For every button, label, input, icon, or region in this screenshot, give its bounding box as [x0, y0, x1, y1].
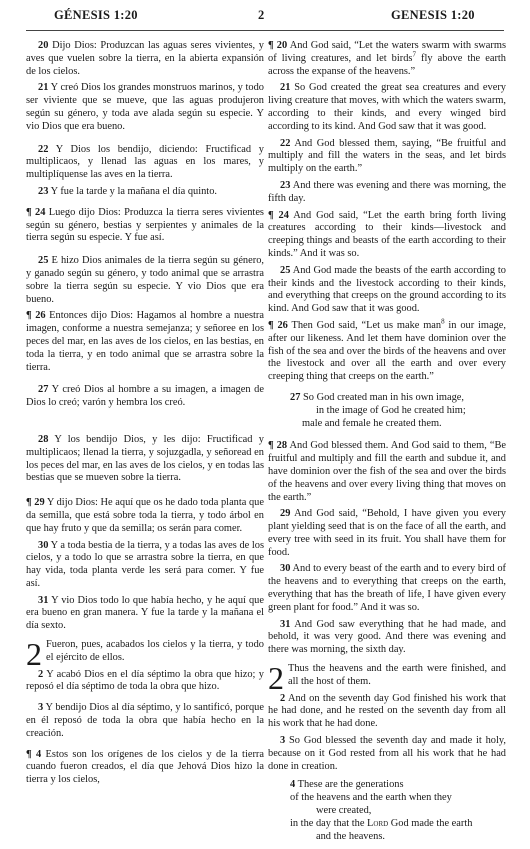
verse-es-31 [26, 595, 264, 633]
verse-number: 31 [280, 618, 291, 630]
verse-text: And God saw everything that he had made, and behold, it was very good. And there was evening and there was morning, the sixth day. [268, 618, 506, 656]
verse-number: 26 [277, 319, 288, 331]
paragraph-mark: ¶ [26, 748, 32, 760]
verse-text: And God made the beasts of the earth according to their kinds and the livestock according to their kinds, and everything that creeps on the ground according to its kind. And God saw that it was good. [268, 264, 506, 315]
verse-text: And God blessed them, saying, “Be fruitful and multiply and fill the waters in the seas, and let birds multiply on the earth.” [268, 137, 507, 175]
verse-text: fly above the earth across the expanse of the heavens.” [268, 52, 506, 77]
verse-en-2-3 [268, 735, 506, 773]
verse-en-25 [268, 265, 506, 316]
verse-text: Y dijo Dios: He aquí que os he dado toda planta que da semilla, que está sobre toda la tierra, y todo árbol en que hay fruto y que da semilla; os serán para comer. [26, 497, 264, 534]
verse-number: 29 [34, 497, 45, 509]
paragraph-mark: ¶ [268, 40, 274, 51]
verse-text: And God said, “Let the waters swarm with swarms of living creatures, and let birds [268, 40, 506, 64]
verse-number: 23 [38, 185, 49, 197]
verse-number: 30 [280, 563, 291, 575]
verse-en-2-4 [268, 779, 506, 843]
paragraph-mark: ¶ [268, 209, 274, 221]
verse-number: 22 [280, 137, 291, 149]
verse-text: Estos son los orígenes de los cielos y de la tierra cuando fueron creados, el día que Jehová Dios hizo la tierra y los cielos, [26, 748, 264, 786]
verse-es-2-3 [26, 702, 264, 740]
verse-text: Thus the heavens and the earth were finished, and all the host of them. [288, 663, 506, 687]
verse-text: Y bendijo Dios al día séptimo, y lo santificó, porque en él reposó de toda la obra que había hecho en la creación. [26, 702, 264, 739]
verse-en-23 [268, 180, 506, 206]
verse-text: And there was evening and there was morning, the fifth day. [268, 179, 506, 204]
verse-text: And God said, “Let the earth bring forth living creatures according to their kinds—livestock and creeping things and beasts of the earth according to their kinds.” And it was so. [268, 209, 506, 259]
verse-en-31 [268, 619, 506, 657]
footnote-marker[interactable]: 8 [441, 317, 445, 326]
verse-es-2-1 [26, 636, 264, 673]
verse-text: So God blessed the seventh day and made it holy, because on it God rested from all his work that he had done in creation. [268, 735, 506, 772]
poem-line: were created, [316, 805, 372, 817]
verse-text: Y a toda bestia de la tierra, y a todas las aves de los cielos, y a todo lo que se arrastra sobre la tierra, en que hay vida, toda planta verde les será para comer. Y fue así. [26, 539, 264, 589]
poem-line: and the heavens. [316, 830, 385, 842]
verse-es-28 [26, 434, 264, 485]
verse-en-2-2 [268, 693, 506, 731]
verse-es-22 [26, 144, 264, 182]
verse-en-2-1 [268, 660, 506, 697]
verse-number: 29 [280, 508, 291, 520]
verse-number: 24 [35, 206, 46, 218]
verse-number: 25 [280, 264, 291, 276]
verse-es-26 [26, 310, 264, 374]
verse-es-29 [26, 497, 264, 535]
left-running-head: GÉNESIS 1:20 [54, 8, 138, 22]
verse-text: Y acabó Dios en el día séptimo la obra que hizo; y reposó el día séptimo de toda la obra que hizo. [26, 668, 264, 693]
poem-line: in the image of God he created him; [316, 404, 466, 416]
verse-number: 27 [290, 391, 301, 403]
verse-en-21 [268, 82, 506, 133]
verse-number: 21 [280, 82, 291, 94]
verse-en-27 [268, 392, 506, 430]
verse-text: Y creó Dios al hombre a su imagen, a imagen de Dios lo creó; varón y hembra los creó. [26, 384, 264, 409]
verse-text: E hizo Dios animales de la tierra según su género, y ganado según su género, y todo animal que se arrastra sobre la tierra según su especie. Y vio Dios que era bueno. [26, 255, 264, 305]
chapter-number: 2 [26, 636, 42, 673]
verse-es-24 [26, 207, 264, 245]
english-column [268, 40, 506, 849]
verse-es-2-4 [26, 749, 264, 787]
verse-text: So God created man in his own image, [303, 391, 465, 403]
verse-number: 27 [38, 384, 49, 396]
verse-text: Y los bendijo Dios, y les dijo: Fructificad y multiplicaos; llenad la tierra, y sojuzgadla, y señoread en los peces del mar, en las aves de los cielos, y en todas las bestias que se mueven sobre la tierra. [26, 433, 264, 484]
verse-number: 4 [35, 748, 42, 760]
header-rule [26, 30, 504, 31]
verse-en-20 [268, 40, 506, 78]
verse-number: 31 [38, 594, 49, 606]
page-header [0, 8, 530, 30]
verse-en-28 [268, 440, 506, 504]
verse-number: 24 [278, 209, 289, 221]
verse-en-26 [268, 317, 506, 384]
verse-text: Y creó Dios los grandes monstruos marinos, y todo ser viviente que se mueve, que las aguas produjeron según su género, y toda ave alada según su especie. Y vio Dios que era bueno. [26, 82, 265, 132]
verse-en-22 [268, 138, 506, 176]
verse-text: Y vio Dios todo lo que había hecho, y he aquí que era bueno en gran manera. Y fue la tarde y la mañana el día sexto. [26, 594, 264, 632]
verse-text: These are the generations [297, 779, 404, 791]
verse-text: And God said, “Behold, I have given you every plant yielding seed that is on the face of all the earth, and every tree with seed in its fruit. You shall have them for food. [268, 508, 506, 558]
verse-es-20 [26, 40, 264, 78]
verse-text: Luego dijo Dios: Produzca la tierra seres vivientes según su género, bestias y serpientes y animales de la tierra según su especie. Y fue así. [26, 206, 264, 244]
divine-name: Lord [367, 817, 389, 829]
verse-number: 4 [290, 779, 296, 791]
poem-line [268, 392, 506, 405]
page-number: 2 [258, 8, 265, 22]
verse-number: 20 [276, 40, 288, 51]
verse-number: 26 [35, 310, 46, 322]
verse-number: 30 [38, 539, 49, 551]
verse-text: in the day that the [290, 817, 368, 829]
verse-number: 23 [280, 179, 291, 191]
poem-line: of the heavens and the earth when they [290, 792, 452, 804]
paragraph-mark: ¶ [268, 319, 274, 331]
verse-text: God made the earth [388, 817, 473, 829]
verse-number: 2 [38, 668, 44, 680]
verse-number: 21 [38, 82, 49, 94]
verse-number: 28 [38, 433, 49, 445]
verse-en-29 [268, 508, 506, 559]
paragraph-mark: ¶ [26, 310, 32, 322]
poem-line [268, 779, 506, 792]
verse-number: 28 [276, 440, 288, 452]
verse-number: 3 [38, 702, 44, 714]
verse-text: Y fue la tarde y la mañana el día quinto. [50, 185, 217, 197]
paragraph-mark: ¶ [268, 440, 274, 452]
verse-number: 20 [38, 40, 49, 51]
verse-text: And to every beast of the earth and to every bird of the heavens and to everything that creeps on the earth, everything that has the breath of life, I have given every green plant for food.” And it was so. [268, 563, 506, 613]
verse-es-21 [26, 82, 264, 133]
chapter-number: 2 [268, 660, 284, 697]
verse-text: in our image, after our likeness. And let them have dominion over the fish of the sea and over the birds of the heavens and over the livestock and over all the earth and over every creeping thing that creeps on the earth.” [268, 319, 506, 383]
verse-text: Dijo Dios: Produzcan las aguas seres vivientes, y aves que vuelen sobre la tierra, en la abierta expansión de los cielos. [26, 40, 264, 77]
poem-line [268, 818, 506, 831]
verse-number: 2 [280, 692, 286, 704]
poem-line: male and female he created them. [302, 417, 442, 429]
verse-en-30 [268, 563, 506, 614]
verse-text: Fueron, pues, acabados los cielos y la tierra, y todo el ejército de ellos. [46, 639, 264, 663]
verse-text: Y Dios los bendijo, diciendo: Fructificad y multiplicaos, y llenad las aguas en los mares, y multiplíquense las aves en la tierra. [26, 143, 265, 181]
verse-en-24 [268, 210, 506, 261]
spanish-column [26, 40, 264, 791]
verse-es-2-2 [26, 669, 264, 695]
verse-es-25 [26, 255, 264, 306]
verse-es-23 [26, 186, 264, 199]
verse-text: And on the seventh day God finished his work that he had done, and he rested on the seventh day from all his work that he had done. [268, 692, 506, 730]
verse-number: 22 [38, 143, 49, 155]
footnote-marker[interactable]: 7 [412, 50, 416, 59]
verse-number: 25 [38, 255, 49, 267]
verse-text: So God created the great sea creatures and every living creature that moves, with which the waters swarm, according to their kinds, and every winged bird according to its kind. And God saw that it was good. [268, 82, 506, 132]
verse-text: Then God said, “Let us make man [291, 319, 442, 331]
verse-es-27 [26, 384, 264, 410]
paragraph-mark: ¶ [26, 206, 32, 218]
verse-es-30 [26, 540, 264, 591]
verse-number: 3 [280, 735, 286, 747]
paragraph-mark: ¶ [26, 497, 32, 509]
right-running-head: GENESIS 1:20 [391, 8, 475, 22]
verse-text: Entonces dijo Dios: Hagamos al hombre a nuestra imagen, conforme a nuestra semejanza; y señoree en los peces del mar, en las aves de los cielos, en las bestias, en toda la tierra, y en todo animal que se arrastra sobre la tierra. [26, 310, 264, 373]
verse-text: And God blessed them. And God said to them, “Be fruitful and multiply and fill the earth and subdue it, and have dominion over the fish of the sea and over the birds of the heavens and over every living thing that moves on the earth.” [268, 440, 506, 503]
